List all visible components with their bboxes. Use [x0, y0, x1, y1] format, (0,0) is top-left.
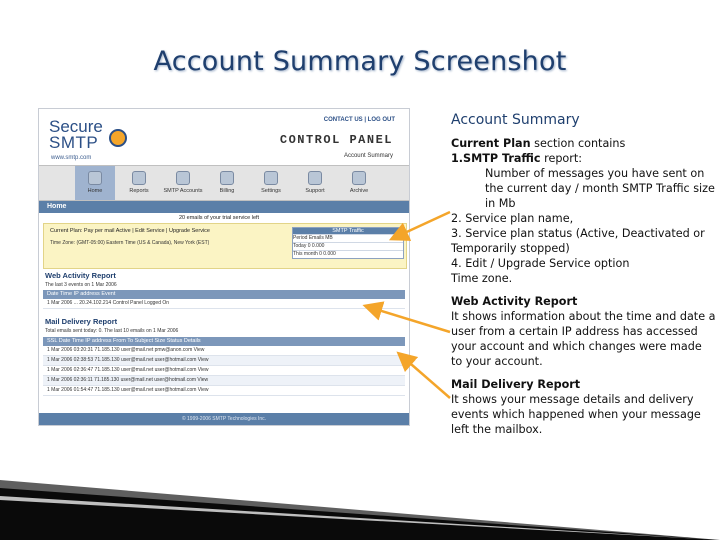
copyright-bar: © 1999-2006 SMTP Technologies Inc.	[39, 413, 409, 425]
web-activity-sub: The last 3 events on 1 Mar 2006	[45, 282, 117, 288]
current-plan-line	[451, 136, 716, 151]
nav-label: Settings	[261, 188, 281, 194]
nav-label: Support	[305, 188, 325, 194]
traffic-head: Period Emails MB	[293, 234, 403, 242]
timezone-text: Time Zone: (GMT-05:00) Eastern Time (US & Canada), New York (EST)	[50, 240, 210, 246]
table-row[interactable]: 1 Mar 2006 02:36:47 71.185.130 user@mail.net user@hotmail.com View	[43, 366, 405, 376]
table-header: Date Time IP address Event	[43, 290, 405, 299]
nav-label: SMTP Accounts	[163, 188, 203, 194]
nav-home[interactable]	[75, 166, 115, 200]
nav-label: Billing	[219, 188, 235, 194]
table-header: SSL Date Time IP address From To Subject Size Status Details	[43, 337, 405, 346]
description-heading: Account Summary	[451, 112, 580, 128]
accounts-icon	[176, 171, 190, 185]
panel-title: CONTROL PANEL	[279, 133, 393, 147]
mail-heading	[451, 377, 716, 392]
home-bar: Home	[39, 201, 409, 213]
smtp-traffic-table	[292, 227, 404, 259]
table-row[interactable]: 1 Mar 2006 02:36:11 71.185.130 user@mail.net user@hotmail.com View	[43, 376, 405, 386]
item2: 2. Service plan name,	[451, 212, 574, 225]
logo-mark-icon	[109, 129, 127, 147]
slide-title: Account Summary Screenshot	[153, 46, 567, 77]
web-heading-text: Web Activity Report	[451, 295, 578, 308]
nav-bar	[39, 165, 409, 201]
reports-icon	[132, 171, 146, 185]
panel-subtitle: Account Summary	[343, 153, 393, 159]
traffic-row: This month 0 0.000	[293, 250, 403, 258]
item1-bold: 1.SMTP Traffic	[451, 152, 541, 165]
mail-text: It shows your message details and delivery events which happened when your message left the mailbox.	[451, 393, 701, 436]
logo-line1: Secure	[49, 117, 103, 136]
home-icon	[88, 171, 102, 185]
item5: Time zone.	[451, 272, 513, 285]
settings-icon	[264, 171, 278, 185]
web-heading	[451, 294, 716, 309]
nav-reports[interactable]	[119, 166, 159, 200]
table-row[interactable]: 1 Mar 2006 02:38:53 71.185.130 user@mail.net user@hotmail.com View	[43, 356, 405, 366]
current-plan-box	[43, 223, 407, 269]
table-row: 1 Mar 2006 ... 20.24.102.214 Control Panel Logged On	[43, 299, 405, 309]
arrow-mail-delivery	[404, 358, 450, 398]
mail-delivery-sub: Total emails sent today: 0. The last 10 emails on 1 Mar 2006	[45, 328, 179, 334]
table-row[interactable]: 1 Mar 2006 01:54:47 71.185.130 user@mail.net user@hotmail.com View	[43, 386, 405, 396]
nav-support[interactable]	[295, 166, 335, 200]
web-activity-table	[43, 290, 405, 309]
archive-icon	[352, 171, 366, 185]
plan-line[interactable]: Current Plan: Pay per mail Active | Edit Service | Upgrade Service	[50, 228, 210, 234]
trial-note: 20 emails of your trial service left	[179, 215, 260, 221]
item1-detail: Number of messages you have sent on the current day / month SMTP Traffic size in Mb	[485, 167, 715, 210]
current-plan-bold: Current Plan	[451, 137, 531, 150]
traffic-row: Today 0 0.000	[293, 242, 403, 250]
nav-label: Reports	[129, 188, 149, 194]
item1-line	[451, 151, 716, 166]
nav-label: Home	[87, 188, 103, 194]
current-plan-rest: section contains	[530, 137, 626, 150]
billing-icon	[220, 171, 234, 185]
control-panel-screenshot	[38, 108, 410, 426]
mail-heading-text: Mail Delivery Report	[451, 378, 581, 391]
traffic-title: SMTP Traffic	[293, 228, 403, 234]
logo-line2: SMTP	[49, 133, 99, 152]
description-panel	[451, 112, 716, 437]
secure-smtp-logo	[49, 117, 139, 167]
support-icon	[308, 171, 322, 185]
logo-url: www.smtp.com	[51, 155, 92, 161]
table-row[interactable]: 1 Mar 2006 03:20:31 71.185.130 user@mail.net pmw@anon.com View	[43, 346, 405, 356]
web-text: It shows information about the time and date a user from a certain IP address has accessed your account and which changes were made to your account.	[451, 310, 716, 368]
item1-rest: report:	[540, 152, 583, 165]
nav-smtp-accounts[interactable]	[163, 166, 203, 200]
decorative-wedge	[0, 470, 720, 540]
mail-delivery-title: Mail Delivery Report	[45, 317, 118, 326]
mail-delivery-table	[43, 337, 405, 396]
web-activity-title: Web Activity Report	[45, 271, 116, 280]
top-links[interactable]: CONTACT US | LOG OUT	[323, 117, 395, 123]
item4: 4. Edit / Upgrade Service option	[451, 257, 630, 270]
nav-settings[interactable]	[251, 166, 291, 200]
item3: 3. Service plan status (Active, Deactivated or Temporarily stopped)	[451, 227, 705, 255]
nav-billing[interactable]	[207, 166, 247, 200]
nav-label: Archive	[349, 188, 369, 194]
nav-archive[interactable]	[339, 166, 379, 200]
